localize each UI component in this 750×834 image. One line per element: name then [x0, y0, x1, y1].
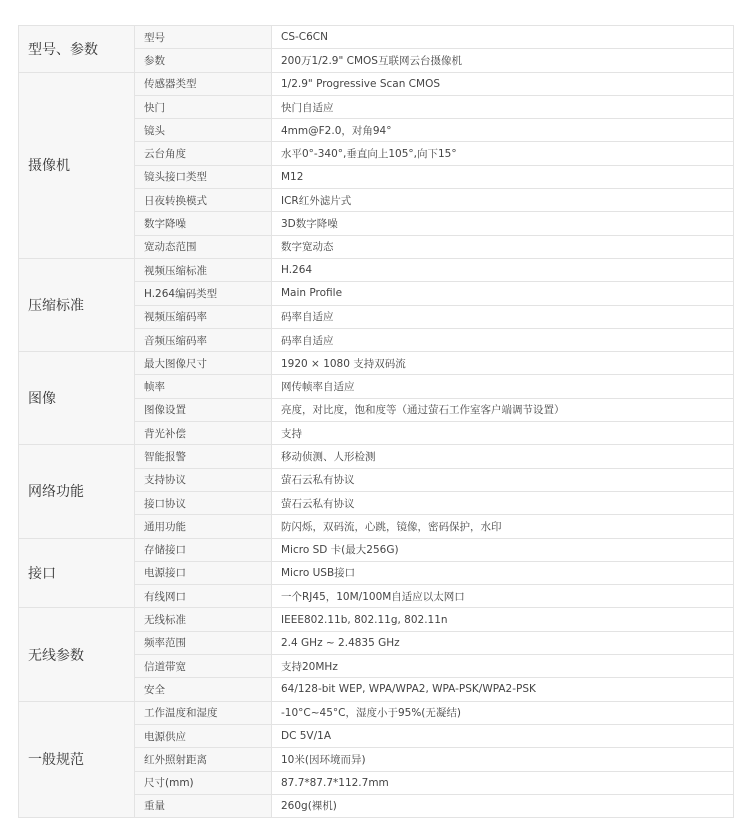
spec-row	[19, 445, 734, 468]
spec-value: 87.7*87.7*112.7mm	[272, 771, 734, 794]
spec-table-container	[18, 25, 733, 818]
spec-key: 音频压缩码率	[135, 328, 272, 351]
spec-value: 支持	[272, 422, 734, 445]
spec-table	[18, 25, 734, 818]
spec-row	[19, 258, 734, 281]
spec-key: 红外照射距离	[135, 748, 272, 771]
spec-value: 网传帧率自适应	[272, 375, 734, 398]
spec-key: 无线标准	[135, 608, 272, 631]
spec-value: ICR红外滤片式	[272, 189, 734, 212]
spec-key: H.264编码类型	[135, 282, 272, 305]
spec-key: 工作温度和湿度	[135, 701, 272, 724]
spec-key: 最大图像尺寸	[135, 352, 272, 375]
spec-row	[19, 26, 734, 49]
spec-key: 存储接口	[135, 538, 272, 561]
spec-key: 日夜转换模式	[135, 189, 272, 212]
spec-row	[19, 608, 734, 631]
spec-key: 镜头接口类型	[135, 165, 272, 188]
spec-value: CS-C6CN	[272, 26, 734, 49]
section-category: 一般规范	[19, 701, 135, 817]
spec-value: 码率自适应	[272, 328, 734, 351]
spec-key: 智能报警	[135, 445, 272, 468]
spec-value: DC 5V/1A	[272, 724, 734, 747]
section-category: 图像	[19, 352, 135, 445]
section-category: 压缩标准	[19, 258, 135, 351]
spec-key: 视频压缩标准	[135, 258, 272, 281]
spec-value: 1/2.9" Progressive Scan CMOS	[272, 72, 734, 95]
spec-key: 通用功能	[135, 515, 272, 538]
spec-key: 参数	[135, 49, 272, 72]
spec-value: 快门自适应	[272, 95, 734, 118]
spec-value: 萤石云私有协议	[272, 468, 734, 491]
spec-value: 10米(因环境而异)	[272, 748, 734, 771]
spec-key: 电源接口	[135, 561, 272, 584]
spec-key: 宽动态范围	[135, 235, 272, 258]
spec-key: 镜头	[135, 119, 272, 142]
spec-key: 有线网口	[135, 585, 272, 608]
spec-value: -10°C~45°C，湿度小于95%(无凝结)	[272, 701, 734, 724]
spec-value: 4mm@F2.0，对角94°	[272, 119, 734, 142]
spec-value: H.264	[272, 258, 734, 281]
spec-key: 尺寸(mm)	[135, 771, 272, 794]
spec-value: 移动侦测、人形检测	[272, 445, 734, 468]
spec-value: Micro SD 卡(最大256G)	[272, 538, 734, 561]
section-category: 无线参数	[19, 608, 135, 701]
spec-key: 背光补偿	[135, 422, 272, 445]
spec-value: 亮度，对比度，饱和度等（通过萤石工作室客户端调节设置）	[272, 398, 734, 421]
spec-key: 帧率	[135, 375, 272, 398]
spec-row	[19, 701, 734, 724]
spec-row	[19, 538, 734, 561]
spec-key: 传感器类型	[135, 72, 272, 95]
spec-key: 接口协议	[135, 491, 272, 514]
spec-value: 200万1/2.9" CMOS互联网云台摄像机	[272, 49, 734, 72]
spec-value: 1920 × 1080 支持双码流	[272, 352, 734, 375]
section-category: 网络功能	[19, 445, 135, 538]
spec-value: 水平0°-340°,垂直向上105°,向下15°	[272, 142, 734, 165]
spec-key: 电源供应	[135, 724, 272, 747]
spec-value: 数字宽动态	[272, 235, 734, 258]
spec-key: 重量	[135, 794, 272, 817]
spec-key: 安全	[135, 678, 272, 701]
spec-key: 数字降噪	[135, 212, 272, 235]
spec-key: 型号	[135, 26, 272, 49]
spec-value: 防闪烁，双码流，心跳，镜像，密码保护，水印	[272, 515, 734, 538]
spec-key: 支持协议	[135, 468, 272, 491]
spec-key: 频率范围	[135, 631, 272, 654]
spec-value: 支持20MHz	[272, 655, 734, 678]
spec-row	[19, 72, 734, 95]
section-category: 型号、参数	[19, 26, 135, 73]
spec-value: M12	[272, 165, 734, 188]
spec-key: 快门	[135, 95, 272, 118]
spec-value: 3D数字降噪	[272, 212, 734, 235]
spec-value: 萤石云私有协议	[272, 491, 734, 514]
spec-key: 图像设置	[135, 398, 272, 421]
spec-table-body	[19, 26, 734, 818]
spec-value: 码率自适应	[272, 305, 734, 328]
spec-key: 视频压缩码率	[135, 305, 272, 328]
spec-value: 2.4 GHz ~ 2.4835 GHz	[272, 631, 734, 654]
spec-value: Micro USB接口	[272, 561, 734, 584]
spec-value: 64/128-bit WEP, WPA/WPA2, WPA-PSK/WPA2-PSK	[272, 678, 734, 701]
spec-key: 信道带宽	[135, 655, 272, 678]
section-category: 摄像机	[19, 72, 135, 258]
spec-value: 260g(裸机)	[272, 794, 734, 817]
spec-key: 云台角度	[135, 142, 272, 165]
spec-row	[19, 352, 734, 375]
spec-value: 一个RJ45，10M/100M自适应以太网口	[272, 585, 734, 608]
spec-value: IEEE802.11b, 802.11g, 802.11n	[272, 608, 734, 631]
section-category: 接口	[19, 538, 135, 608]
spec-value: Main Profile	[272, 282, 734, 305]
